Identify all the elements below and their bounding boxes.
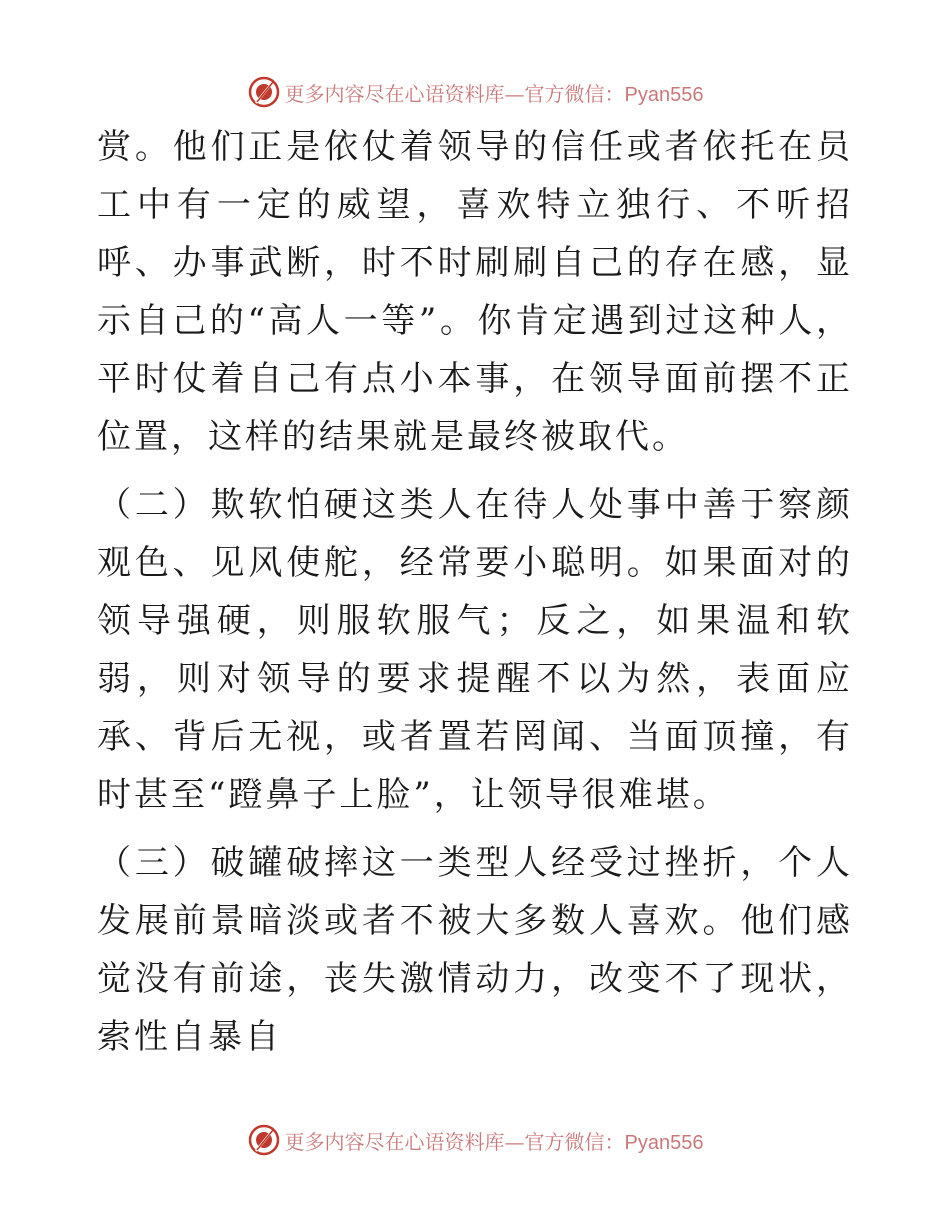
brand-logo-icon [247, 75, 281, 109]
footer-banner [0, 1120, 950, 1160]
document-body [97, 118, 853, 1066]
paragraph-1: 赏。他们正是依仗着领导的信任或者依托在员工中有一定的威望，喜欢特立独行、不听招呼、办事武断，时不时刷刷自己的存在感，显示自己的“高人一等”。你肯定遇到过这种人，平时仗着自己有点小本事，在领导面前摆不正位置，这样的结果就是最终被取代。 [97, 127, 853, 457]
footer-banner-text: 更多内容尽在心语资料库—官方微信：Pyan556 [284, 1129, 704, 1154]
header-wechat-id: Pyan556 [624, 83, 704, 106]
brand-logo-icon [247, 1123, 281, 1157]
header-banner-text: 更多内容尽在心语资料库—官方微信：Pyan556 [284, 81, 704, 106]
header-banner [0, 72, 950, 112]
footer-wechat-id: Pyan556 [624, 1131, 704, 1154]
paragraph-2: （二）欺软怕硬这类人在待人处事中善于察颜观色、见风使舵，经常要小聪明。如果面对的领导强硬，则服软服气；反之，如果温和软弱，则对领导的要求提醒不以为然，表面应承、背后无视，或者置若罔闻、当面顶撞，有时甚至“蹬鼻子上脸”，让领导很难堪。 [97, 485, 853, 815]
paragraph-3: （三）破罐破摔这一类型人经受过挫折，个人发展前景暗淡或者不被大多数人喜欢。他们感觉没有前途，丧失激情动力，改变不了现状，索性自暴自 [97, 843, 853, 1057]
